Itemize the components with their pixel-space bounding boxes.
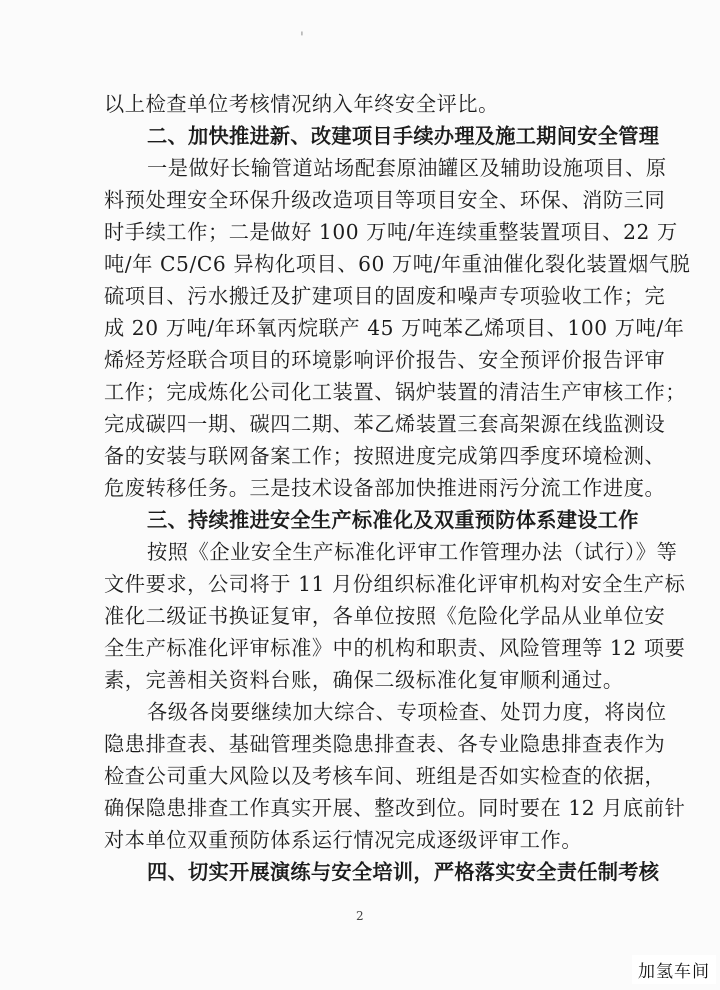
- scan-mark: ': [300, 30, 304, 46]
- text-line: 硫项目、污水搬迁及扩建项目的固废和噪声专项验收工作；完: [104, 284, 666, 308]
- text-line: 素，完善相关资料台账，确保二级标准化复审顺利通过。: [104, 668, 624, 692]
- section-heading-4: 四、切实开展演练与安全培训，严格落实安全责任制考核: [147, 860, 660, 884]
- text-line: 烯烃芳烃联合项目的环境影响评价报告、安全预评价报告评审: [104, 348, 666, 372]
- text-line: 文件要求，公司将于 11 月份组织标准化评审机构对安全生产标: [104, 572, 686, 596]
- text-line: 时手续工作；二是做好 100 万吨/年连续重整装置项目、22 万: [104, 220, 678, 244]
- text-line: 以上检查单位考核情况纳入年终安全评比。: [104, 92, 499, 116]
- text-line: 全生产标准化评审标准》中的机构和职责、风险管理等 12 项要: [104, 636, 686, 660]
- text-line: 准化二级证书换证复审，各单位按照《危险化学品从业单位安: [104, 604, 666, 628]
- text-line: 隐患排查表、基础管理类隐患排查表、各专业隐患排查表作为: [104, 732, 666, 756]
- text-line: 危废转移任务。三是技术设备部加快推进雨污分流工作进度。: [104, 476, 666, 500]
- page-number: 2: [356, 909, 364, 923]
- text-line: 对本单位双重预防体系运行情况完成逐级评审工作。: [104, 828, 583, 852]
- text-line: 检查公司重大风险以及考核车间、班组是否如实检查的依据，: [104, 764, 666, 788]
- text-line: 按照《企业安全生产标准化评审工作管理办法（试行）》等: [147, 540, 678, 564]
- text-line: 各级各岗要继续加大综合、专项检查、处罚力度，将岗位: [147, 700, 667, 724]
- section-heading-3: 三、持续推进安全生产标准化及双重预防体系建设工作: [147, 508, 639, 532]
- text-line: 一是做好长输管道站场配套原油罐区及辅助设施项目、原: [147, 156, 667, 180]
- watermark-label: 加氢车间: [632, 955, 716, 984]
- text-line: 吨/年 C5/C6 异构化项目、60 万吨/年重油催化裂化装置烟气脱: [104, 252, 691, 276]
- text-line: 工作；完成炼化公司化工装置、锅炉装置的清洁生产审核工作；: [104, 380, 687, 404]
- text-line: 料预处理安全环保升级改造项目等项目安全、环保、消防三同: [104, 188, 666, 212]
- section-heading-2: 二、加快推进新、改建项目手续办理及施工期间安全管理: [147, 124, 660, 148]
- text-line: 确保隐患排查工作真实开展、整改到位。同时要在 12 月底前针: [104, 796, 686, 820]
- text-line: 成 20 万吨/年环氧丙烷联产 45 万吨苯乙烯项目、100 万吨/年: [104, 316, 685, 340]
- text-line: 完成碳四一期、碳四二期、苯乙烯装置三套高架源在线监测设: [104, 412, 666, 436]
- text-line: 备的安装与联网备案工作；按照进度完成第四季度环境检测、: [104, 444, 666, 468]
